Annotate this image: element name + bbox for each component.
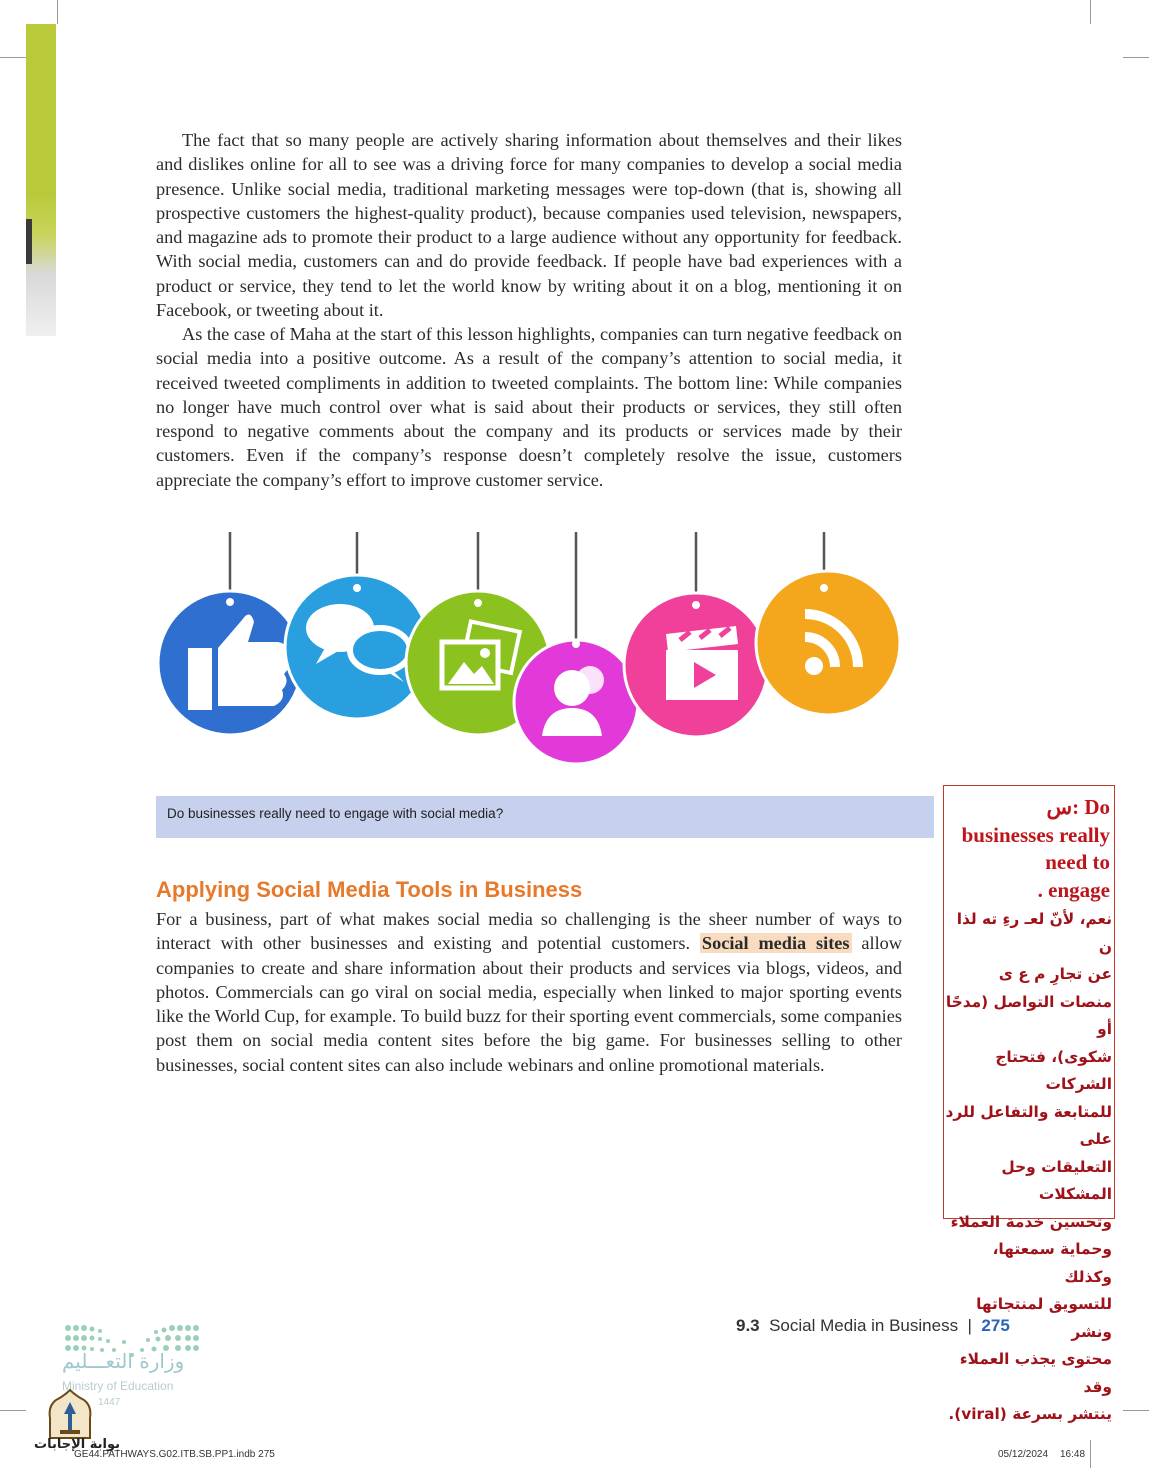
crop-mark [57,0,58,24]
note-answer-line: منصات التواصل (مدحًا أو [945,992,1112,1038]
ministry-year: 1447 [98,1397,121,1408]
page-footer [736,1316,1010,1336]
crop-mark [1090,1440,1091,1468]
note-answer-line: ينتشر بسرعة (viral). [948,1405,1112,1423]
page-number: 275 [981,1316,1010,1335]
note-answer-line: وحماية سمعتها، وكذلك [992,1240,1112,1286]
crop-mark [1123,1410,1149,1411]
crop-mark [1090,0,1091,24]
rss-feed-icon [756,571,900,715]
note-answer-line: محتوى يجذب العملاء وقد [959,1350,1112,1396]
print-slug-file: GE44.PATHWAYS.G02.ITB.SB.PP1.indb 275 [74,1449,275,1460]
paragraph-3 [156,907,902,1077]
print-slug-time: 16:48 [1060,1449,1086,1460]
section-title: Social Media in Business [769,1316,959,1335]
paragraph-3-start: For a business, part of what makes social media so challenging is the sheer number of ways to interact with other businesses and existing and potential customers. [156,909,902,954]
answers-portal-logo-icon [46,1388,94,1440]
note-answer-line: نعم، لأنّ لعـ رءِ ته لذا ن [956,910,1112,956]
figure-caption [156,796,934,838]
paragraph-2: As the case of Maha at the start of this lesson highlights, companies can turn negative feedback on social media into a positive outcome. As a result of the company’s attention to social media, it received tweeted compliments in addition to tweeted complaints. The bottom line: While companies no longer have much control over what is said about their products or services, they still often respond to negative comments about the company and its products or services made by their customers. Even if the company’s response doesn’t completely resolve the issue, customers appreciate the company’s effort to improve customer service. [156,324,902,490]
note-answer-line: وتحسين خدمة العملاء [950,1212,1112,1231]
paragraph-3-end: allow companies to create and share information about their products and services via blogs, videos, and photos. Commercials can go viral on social media, especially when linked to major sporting events like the World Cup, for example. To build buzz for their sporting event commercials, some companies post them on social media content sites before the big game. For businesses selling to other businesses, social content sites can also include webinars and online promotional materials. [156,933,902,1075]
chapter-color-tab [26,24,56,336]
ministry-english-name: Ministry of Education [62,1379,174,1393]
user-icon [514,640,638,764]
video-clapper-icon [624,593,768,737]
note-answer-line: التعليقات وحل المشكلات [1001,1157,1112,1203]
note-answer-line: للتسويق لمنتجاتها ونشر [976,1295,1112,1341]
section-number: 9.3 [736,1316,760,1335]
print-slug-date: 05/12/2024 [998,1449,1049,1460]
note-answer-line: عن تجارِ م ع ى [998,965,1112,983]
note-answer-line: شكوى)، فتحتاج الشركات [995,1047,1112,1093]
social-media-icons-figure [150,530,910,790]
note-answer [942,906,1112,1429]
paragraph-1: The fact that so many people are actively sharing information about themselves and their likes and dislikes online for all to see was a driving force for many companies to develop a social media presence. Unlike social media, traditional marketing messages were top-down (that is, showing all prospective customers the highest-quality product), because companies used television, newspapers, and magazine ads to promote their product to a large audience without any opportunity for feedback. With social media, customers can and do provide feedback. If people have bad experiences with a product or service, they tend to let the world know by writing about it on a blog, mentioning it on Facebook, or tweeting about it. [156,130,902,321]
note-question [942,794,1110,904]
crop-mark [1123,57,1149,58]
note-question-line: . engage [1037,877,1110,902]
key-term-highlight: Social media sites [701,933,850,954]
note-answer-line: للمتابعة والتفاعل للرد على [945,1102,1112,1148]
chapter-tab-shadow [26,219,32,264]
ministry-arabic-name: وزارة التعـــليم [62,1349,185,1373]
answers-portal-logo-text: بوابة الإجابات [34,1437,120,1452]
note-question-line: businesses really [961,822,1110,847]
thumbs-up-icon [158,591,302,735]
note-question-line: س: Do [1046,795,1110,819]
crop-mark [0,57,26,58]
section-heading: Applying Social Media Tools in Business [156,877,583,902]
note-question-line: need to [1045,850,1110,874]
crop-mark [0,1410,26,1411]
caption-text: Do businesses really need to engage with social media? [167,806,504,821]
footer-separator: | [967,1316,972,1335]
